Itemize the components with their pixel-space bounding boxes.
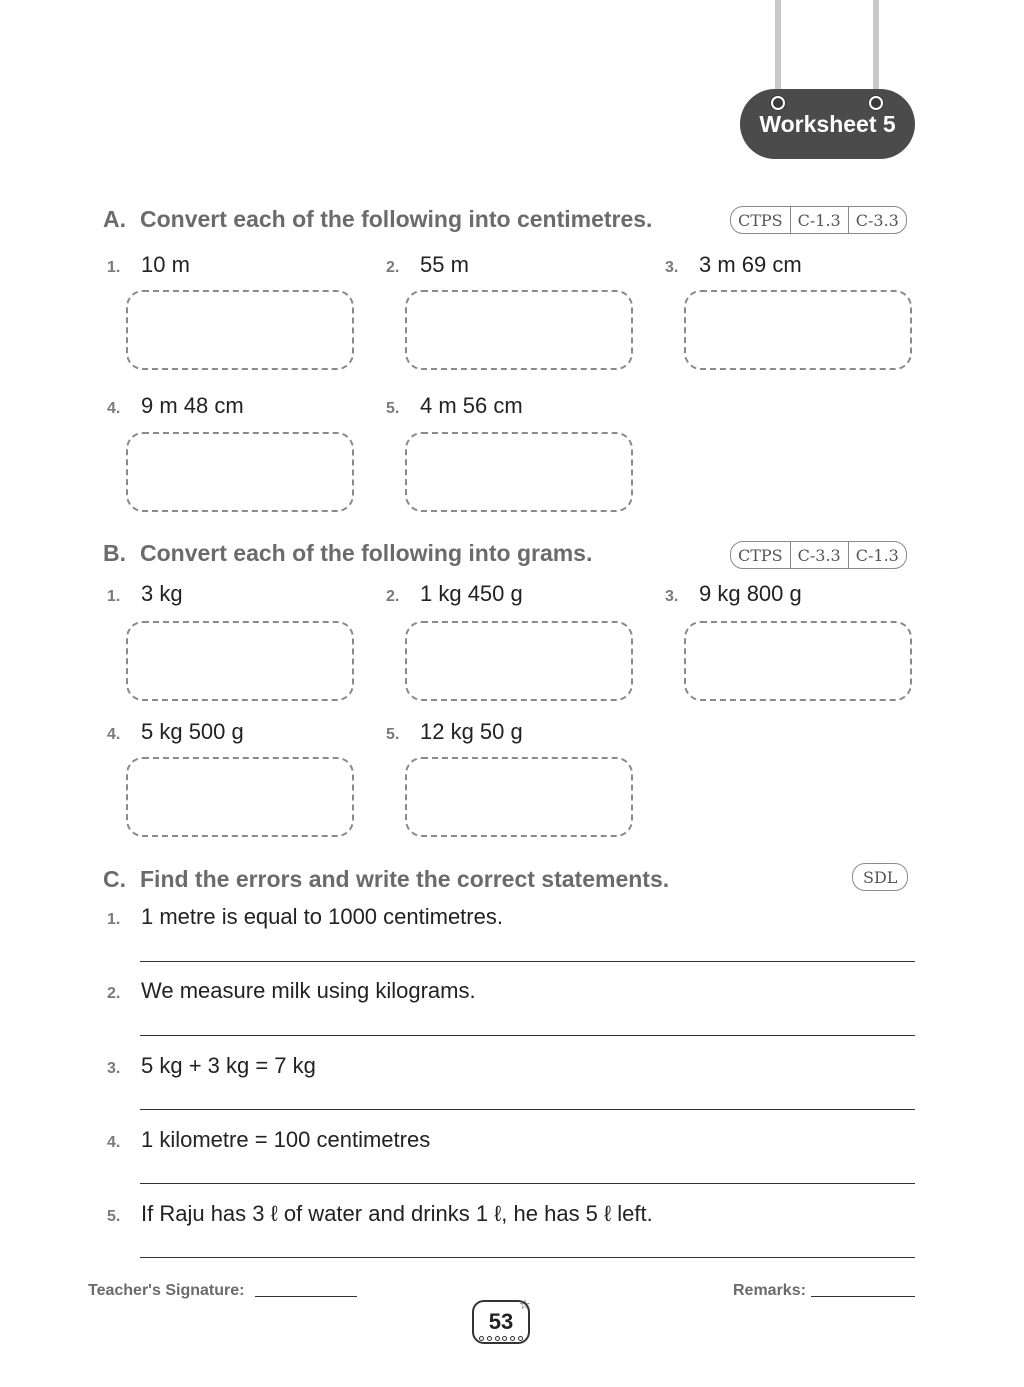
section-a-heading xyxy=(103,206,652,233)
badge-hanger-left xyxy=(775,0,781,98)
answer-box[interactable] xyxy=(684,621,912,701)
item-number: 1. xyxy=(107,588,121,605)
answer-box[interactable] xyxy=(405,290,633,370)
item-text: 4 m 56 cm xyxy=(420,393,523,418)
answer-box[interactable] xyxy=(126,432,354,512)
item-text: 12 kg 50 g xyxy=(420,719,523,744)
item-text: 9 m 48 cm xyxy=(141,393,244,418)
item-text: We measure milk using kilograms. xyxy=(141,978,476,1003)
answer-line[interactable] xyxy=(140,1035,915,1036)
section-b-letter: B. xyxy=(103,540,126,566)
answer-box[interactable] xyxy=(126,290,354,370)
badge-hanger-dot-left xyxy=(771,96,785,110)
item-text: 3 m 69 cm xyxy=(699,252,802,277)
answer-line[interactable] xyxy=(140,1109,915,1110)
item-text: 5 kg + 3 kg = 7 kg xyxy=(141,1053,316,1078)
section-b-title: Convert each of the following into grams. xyxy=(140,540,593,566)
item-number: 1. xyxy=(107,911,121,928)
remarks-line[interactable] xyxy=(811,1296,915,1297)
item-number: 1. xyxy=(107,259,121,276)
teacher-signature-line[interactable] xyxy=(255,1296,357,1297)
item-number: 5. xyxy=(386,726,400,743)
section-c-heading xyxy=(103,866,669,893)
item-text: 10 m xyxy=(141,252,190,277)
page-number-decoration xyxy=(479,1336,523,1342)
section-a-item xyxy=(665,252,802,278)
item-number: 3. xyxy=(107,1060,121,1077)
tag-ctps: CTPS xyxy=(731,542,791,568)
item-text: 1 kg 450 g xyxy=(420,581,523,606)
item-number: 2. xyxy=(107,985,121,1002)
section-c-item xyxy=(107,1053,316,1079)
answer-box[interactable] xyxy=(684,290,912,370)
section-b-item xyxy=(107,581,183,607)
tag-sdl: SDL xyxy=(863,867,898,887)
item-text: 3 kg xyxy=(141,581,183,606)
section-a-letter: A. xyxy=(103,206,126,232)
item-text: 1 kilometre = 100 centimetres xyxy=(141,1127,431,1152)
teacher-signature-label: Teacher's Signature: xyxy=(88,1282,245,1299)
item-number: 4. xyxy=(107,1134,121,1151)
section-c-item xyxy=(107,904,503,930)
section-c-title: Find the errors and write the correct statements. xyxy=(140,866,670,892)
answer-line[interactable] xyxy=(140,961,915,962)
tag-competency: C-3.3 xyxy=(791,542,849,568)
section-b-tags xyxy=(730,541,907,569)
item-text: 9 kg 800 g xyxy=(699,581,802,606)
section-b-item xyxy=(665,581,802,607)
section-a-tags xyxy=(730,206,907,234)
section-b-heading xyxy=(103,540,592,567)
answer-box[interactable] xyxy=(405,757,633,837)
answer-box[interactable] xyxy=(405,432,633,512)
item-number: 4. xyxy=(107,400,121,417)
worksheet-badge xyxy=(740,89,915,159)
item-number: 5. xyxy=(386,400,400,417)
section-a-item xyxy=(107,252,190,278)
section-c-item xyxy=(107,978,476,1004)
section-c-tags xyxy=(852,863,908,891)
item-text: 55 m xyxy=(420,252,469,277)
section-c-item xyxy=(107,1127,430,1153)
tag-competency: C-3.3 xyxy=(855,210,899,230)
answer-line[interactable] xyxy=(140,1257,915,1258)
section-c-item xyxy=(107,1201,653,1227)
section-a-title: Convert each of the following into centimetres. xyxy=(140,206,653,232)
item-text: 5 kg 500 g xyxy=(141,719,244,744)
section-a-item xyxy=(107,393,244,419)
answer-box[interactable] xyxy=(126,757,354,837)
item-number: 5. xyxy=(107,1208,121,1225)
section-a-item xyxy=(386,252,469,278)
tag-ctps: CTPS xyxy=(731,207,791,233)
item-number: 3. xyxy=(665,259,679,276)
page-number-text: 53 xyxy=(488,1309,514,1334)
remarks-label: Remarks: xyxy=(733,1282,806,1299)
answer-line[interactable] xyxy=(140,1183,915,1184)
item-number: 2. xyxy=(386,588,400,605)
star-icon: ☆ xyxy=(519,1297,531,1312)
badge-hanger-dot-right xyxy=(869,96,883,110)
badge-hanger-right xyxy=(873,0,879,98)
tag-competency: C-1.3 xyxy=(855,545,899,565)
section-b-item xyxy=(386,719,523,745)
item-number: 4. xyxy=(107,726,121,743)
item-number: 3. xyxy=(665,588,679,605)
answer-box[interactable] xyxy=(405,621,633,701)
section-a-item xyxy=(386,393,523,419)
section-b-item xyxy=(107,719,244,745)
item-number: 2. xyxy=(386,259,400,276)
section-b-item xyxy=(386,581,523,607)
item-text: If Raju has 3 ℓ of water and drinks 1 ℓ, he has 5 ℓ left. xyxy=(141,1201,653,1226)
item-text: 1 metre is equal to 1000 centimetres. xyxy=(141,904,503,929)
answer-box[interactable] xyxy=(126,621,354,701)
tag-competency: C-1.3 xyxy=(791,207,849,233)
worksheet-title: Worksheet 5 xyxy=(759,110,896,137)
section-c-letter: C. xyxy=(103,866,126,892)
